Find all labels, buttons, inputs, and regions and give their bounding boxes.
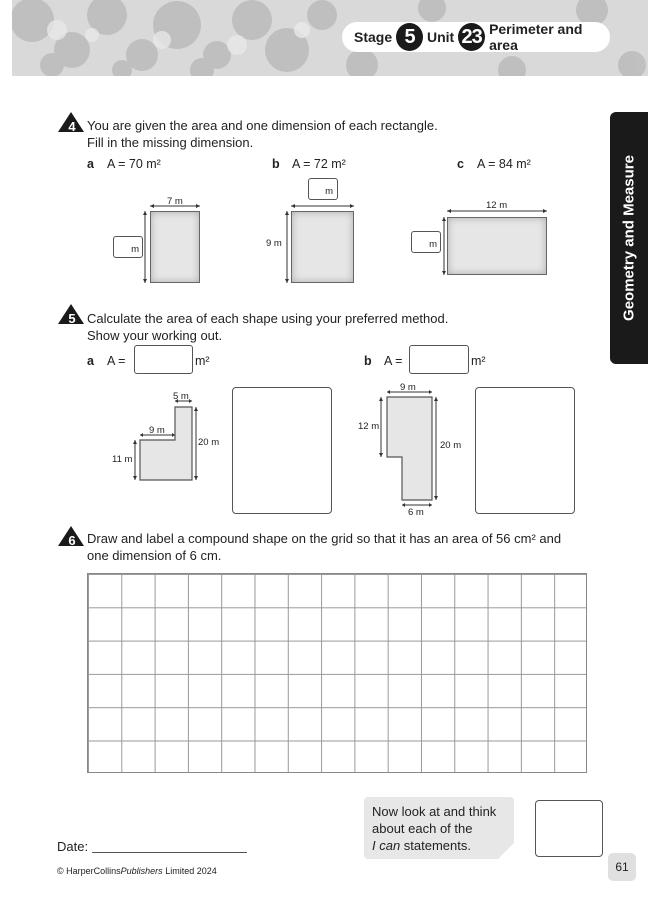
- q4c-area: A = 84 m²: [477, 157, 531, 171]
- q5a-letter: a: [87, 354, 94, 368]
- date-field[interactable]: [92, 852, 247, 853]
- question-4-marker: [58, 112, 84, 134]
- page-header: [12, 0, 648, 76]
- q4b-letter: b: [272, 157, 280, 171]
- q5a-answer-box[interactable]: [134, 345, 193, 374]
- q5a-working-box[interactable]: [232, 387, 332, 514]
- unit-number: 23: [458, 23, 485, 51]
- q5b-dim-bottom: 6 m: [408, 507, 424, 518]
- unit-label: Unit: [426, 29, 455, 45]
- side-tab-label: Geometry and Measure: [620, 155, 638, 321]
- q5a-dim-top: 5 m: [173, 391, 189, 402]
- q4a-area: A = 70 m²: [107, 157, 161, 171]
- q5-instruction-2: Show your working out.: [87, 328, 223, 343]
- q4a-unit: m: [131, 244, 139, 255]
- q4b-answer-box[interactable]: [308, 178, 338, 200]
- q4a-letter: a: [87, 157, 94, 171]
- q5a-dim-left: 11 m: [112, 454, 133, 465]
- q5b-compound-shape: [375, 385, 470, 520]
- reflection-note: [364, 797, 514, 859]
- q5b-working-box[interactable]: [475, 387, 575, 514]
- q4b-height: 9 m: [266, 238, 282, 249]
- q4c-letter: c: [457, 157, 464, 171]
- stage-number: 5: [396, 23, 423, 51]
- self-assessment-box[interactable]: [535, 800, 603, 857]
- q4-instruction-1: You are given the area and one dimension of each rectangle.: [87, 118, 438, 133]
- q6-instruction-1: Draw and label a compound shape on the grid so that it has an area of 56 cm² and: [87, 531, 562, 546]
- q5a-dim-height: 20 m: [198, 437, 220, 448]
- page-number: 61: [608, 853, 636, 881]
- q4-instruction-2: Fill in the missing dimension.: [87, 135, 254, 150]
- copyright: [57, 866, 217, 876]
- note-statements: statements.: [400, 838, 471, 853]
- date-label: Date:: [57, 839, 89, 854]
- note-line-2: about each of the: [372, 821, 473, 836]
- question-6-marker: [58, 526, 84, 548]
- copyright-pre: © HarperCollins: [57, 866, 121, 876]
- q5b-prefix: A =: [384, 354, 403, 368]
- question-5-marker: [58, 304, 84, 326]
- topic-title: Perimeter and area: [489, 21, 583, 53]
- note-line-1: Now look at and think: [372, 804, 497, 819]
- q5b-unit: m²: [471, 354, 486, 368]
- q5-instruction-1: Calculate the area of each shape using your preferred method.: [87, 311, 449, 326]
- note-line-3: [372, 837, 506, 854]
- q4a-width: 7 m: [167, 196, 183, 207]
- q4c-unit: m: [429, 239, 437, 250]
- note-i-can: I can: [372, 838, 401, 853]
- q4b-arrows: [282, 200, 362, 290]
- q5b-dim-left: 12 m: [358, 421, 380, 432]
- q4a-arrows: [140, 200, 210, 290]
- question-5-number: 5: [68, 311, 76, 326]
- note-fold-corner: [498, 843, 514, 859]
- unit-title-pill: [342, 22, 610, 52]
- q4c-answer-box[interactable]: [411, 231, 441, 253]
- question-6-number: 6: [68, 533, 76, 548]
- q5a-compound-shape: [110, 385, 225, 485]
- q5a-prefix: A =: [107, 354, 126, 368]
- question-4-number: 4: [68, 119, 76, 134]
- q4b-area: A = 72 m²: [292, 157, 346, 171]
- drawing-grid[interactable]: [87, 573, 587, 773]
- copyright-post: Limited 2024: [162, 866, 217, 876]
- q5b-letter: b: [364, 354, 372, 368]
- q4b-unit: m: [325, 186, 333, 197]
- q6-instruction-2: one dimension of 6 cm.: [87, 548, 222, 563]
- q5a-dim-step: 9 m: [149, 425, 165, 436]
- q4a-answer-box[interactable]: [113, 236, 143, 258]
- q4c-arrows: [440, 205, 555, 285]
- side-tab: [610, 112, 648, 364]
- q5b-dim-right: 20 m: [440, 440, 462, 451]
- copyright-italic: Publishers: [120, 866, 163, 876]
- q5b-dim-top: 9 m: [400, 382, 416, 393]
- stage-label: Stage: [354, 29, 393, 45]
- q4c-width: 12 m: [486, 200, 508, 211]
- q5b-answer-box[interactable]: [409, 345, 469, 374]
- q5a-unit: m²: [195, 354, 210, 368]
